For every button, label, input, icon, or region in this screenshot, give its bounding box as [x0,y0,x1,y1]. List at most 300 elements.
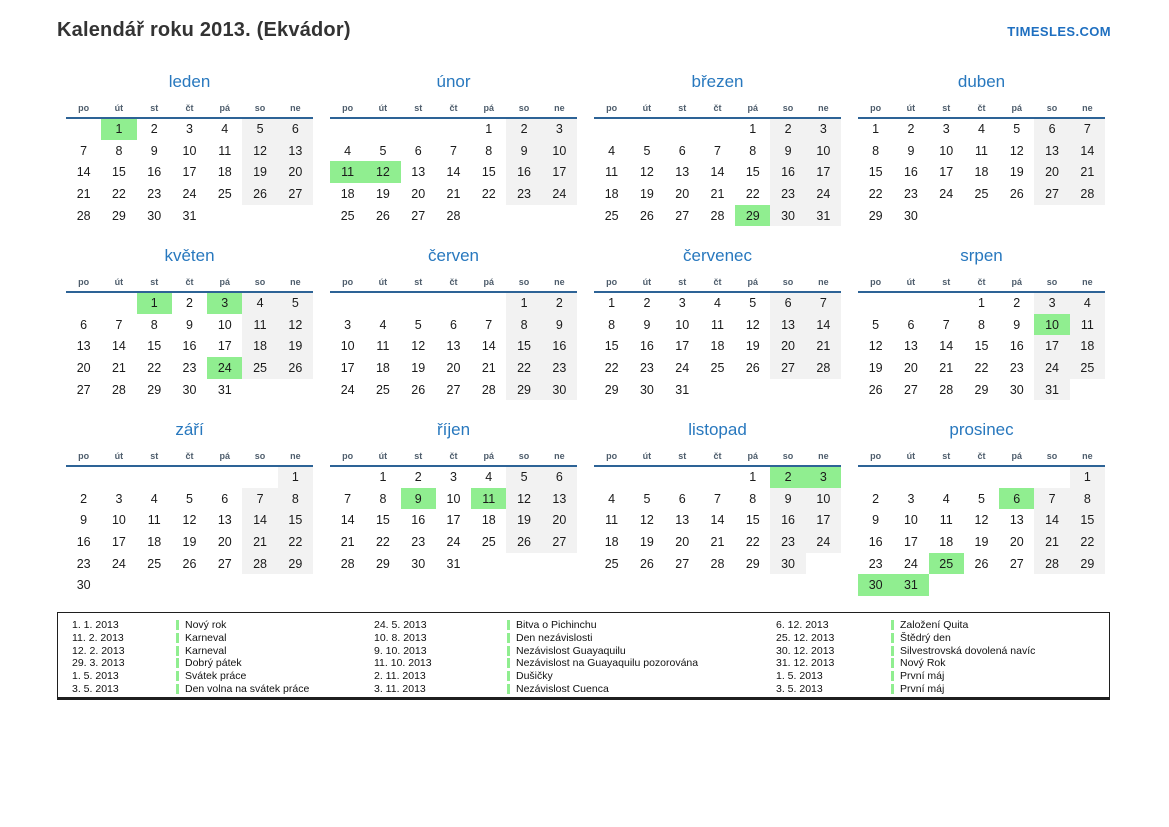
day-cell: 24 [903,556,918,571]
day-cell: 1 [749,470,757,485]
weekday-label: út [629,447,664,466]
day-cell: 11 [939,513,953,528]
weekday-label: po [66,273,101,292]
holiday-marker-bar [507,620,510,630]
day-cell: 11 [218,143,232,158]
legend-holiday-name: Nový rok [185,619,227,632]
day-cell: 27 [278,183,313,205]
day-cell: 4 [1070,292,1105,314]
day-cell: 15 [278,509,313,531]
day-cell: 26 [375,208,390,223]
legend-date: 24. 5. 2013 [374,619,427,632]
holiday-marker-bar [507,646,510,656]
day-cell: 20 [411,186,426,201]
holiday-marker-bar [507,633,510,643]
day-cell: 2 [150,122,158,137]
legend-date: 6. 12. 2013 [776,619,829,632]
month-červen [330,246,577,420]
month-leden [66,72,313,246]
empty-cell [806,553,841,575]
day-cell: 21 [1070,161,1105,183]
day-cell: 14 [1070,140,1105,162]
day-cell: 9 [1013,317,1021,332]
day-cell: 2 [80,491,88,506]
day-cell: 18 [481,513,496,528]
weekday-label: pá [207,273,242,292]
day-cell: 2 [506,118,541,140]
day-cell: 31 [446,556,461,571]
day-cell: 18 [974,165,989,180]
day-cell: 24 [446,534,461,549]
legend-entry [776,670,1096,683]
weekday-label: čt [172,273,207,292]
legend-date: 25. 12. 2013 [776,632,835,645]
weekday-label: st [137,273,172,292]
day-cell: 1 [978,296,985,311]
legend-holiday-name: Dušičky [516,670,553,683]
weekday-label: út [365,447,400,466]
day-cell: 1 [608,296,616,311]
day-cell: 23 [903,186,918,201]
month-title: září [175,420,204,439]
legend-date: 3. 5. 2013 [72,682,119,695]
day-cell: 31 [675,382,690,397]
day-cell: 21 [806,335,841,357]
day-cell: 9 [401,488,436,510]
day-cell: 10 [111,513,126,528]
weekday-label: pá [735,273,770,292]
day-cell: 18 [604,186,619,201]
day-cell: 30 [182,382,197,397]
weekday-label: ne [542,273,577,292]
day-cell: 30 [542,379,577,401]
weekday-label: st [401,447,436,466]
day-cell: 20 [278,161,313,183]
day-cell: 28 [806,357,841,379]
day-cell: 22 [1070,531,1105,553]
empty-cell [506,553,541,575]
day-cell: 18 [1070,335,1105,357]
legend-date: 29. 3. 2013 [72,657,125,670]
month-table [330,99,577,226]
day-cell: 10 [806,140,841,162]
day-cell: 19 [411,360,426,375]
day-cell: 12 [974,513,989,528]
weekday-label: út [893,99,928,118]
day-cell: 1 [278,466,313,488]
day-cell: 12 [182,513,197,528]
day-cell: 14 [340,513,355,528]
day-cell: 12 [1009,143,1024,158]
day-cell: 25 [375,382,390,397]
holiday-marker-bar [891,658,894,668]
legend-date: 1. 1. 2013 [72,619,119,632]
empty-cell [1034,574,1069,596]
day-cell: 28 [710,208,725,223]
day-cell: 21 [1034,531,1069,553]
legend-date: 1. 5. 2013 [72,670,119,683]
day-cell: 27 [542,531,577,553]
day-cell: 23 [506,183,541,205]
day-cell: 7 [115,317,123,332]
day-cell: 25 [242,357,277,379]
day-cell: 30 [76,578,91,593]
empty-cell [471,292,506,314]
empty-cell [542,553,577,575]
day-cell: 25 [481,534,496,549]
empty-cell [101,574,136,596]
weekday-label: st [665,99,700,118]
day-cell: 13 [542,488,577,510]
day-cell: 29 [375,556,390,571]
day-cell: 15 [745,513,760,528]
empty-cell [594,118,629,140]
day-cell: 21 [111,360,126,375]
day-cell: 6 [1034,118,1069,140]
empty-cell [278,574,313,596]
month-title: prosinec [949,420,1014,439]
day-cell: 1 [101,118,136,140]
weekday-label: so [770,99,805,118]
day-cell: 3 [115,491,123,506]
empty-cell [999,205,1034,227]
legend-entry [374,644,776,657]
day-cell: 2 [414,470,422,485]
day-cell: 12 [278,314,313,336]
brand-link[interactable]: TIMESLES.COM [1007,24,1111,39]
day-cell: 1 [1070,466,1105,488]
day-cell: 9 [80,513,88,528]
empty-cell [207,205,242,227]
day-cell: 2 [770,466,805,488]
empty-cell [929,466,964,488]
empty-cell [999,574,1034,596]
day-cell: 5 [978,491,985,506]
empty-cell [858,292,893,314]
day-cell: 8 [608,317,616,332]
day-cell: 4 [608,491,616,506]
day-cell: 9 [506,140,541,162]
empty-cell [137,574,172,596]
day-cell: 29 [604,382,619,397]
day-cell: 9 [542,314,577,336]
month-table [594,447,841,574]
day-cell: 10 [903,513,918,528]
day-cell: 2 [907,122,915,137]
holiday-marker-bar [891,646,894,656]
day-cell: 20 [903,360,918,375]
day-cell: 29 [278,553,313,575]
month-duben [858,72,1105,246]
day-cell: 19 [745,339,760,354]
day-cell: 15 [111,165,126,180]
weekday-label: po [330,273,365,292]
day-cell: 28 [340,556,355,571]
weekday-label: pá [471,273,506,292]
legend-entry [72,670,374,683]
empty-cell [893,292,928,314]
day-cell: 25 [604,208,619,223]
day-cell: 13 [217,513,232,528]
day-cell: 26 [411,382,426,397]
legend-entry [374,619,776,632]
day-cell: 16 [903,165,918,180]
legend-holiday-name: Nový Rok [900,657,946,670]
empty-cell [665,466,700,488]
weekday-label: ne [1070,447,1105,466]
legend-entry [374,670,776,683]
empty-cell [964,205,999,227]
day-cell: 16 [542,335,577,357]
holiday-marker-bar [176,633,179,643]
empty-cell [964,466,999,488]
month-table [66,273,313,400]
day-cell: 24 [806,183,841,205]
weekday-label: so [506,273,541,292]
weekday-label: so [1034,447,1069,466]
empty-cell [893,466,928,488]
weekday-label: čt [436,99,471,118]
day-cell: 15 [506,335,541,357]
weekday-label: st [137,447,172,466]
day-cell: 28 [481,382,496,397]
day-cell: 25 [929,553,964,575]
empty-cell [1034,205,1069,227]
day-cell: 20 [675,186,690,201]
day-cell: 9 [770,488,805,510]
day-cell: 28 [446,208,461,223]
legend-holiday-name: Den nezávislosti [516,632,593,645]
empty-cell [242,379,277,401]
day-cell: 19 [278,335,313,357]
empty-cell [1070,379,1105,401]
empty-cell [665,118,700,140]
legend-date: 3. 11. 2013 [374,682,426,695]
day-cell: 9 [770,140,805,162]
legend-entry [374,632,776,645]
empty-cell [770,379,805,401]
day-cell: 2 [1013,296,1021,311]
day-cell: 21 [446,186,461,201]
legend-holiday-name: Karneval [185,644,227,657]
day-cell: 14 [1034,509,1069,531]
day-cell: 30 [411,556,426,571]
legend-column [374,619,776,697]
day-cell: 5 [242,118,277,140]
day-cell: 14 [242,509,277,531]
day-cell: 17 [903,534,918,549]
weekday-label: so [242,273,277,292]
day-cell: 31 [1034,379,1069,401]
day-cell: 8 [150,317,158,332]
day-cell: 26 [974,556,989,571]
holiday-marker-bar [891,620,894,630]
day-cell: 15 [375,513,390,528]
day-cell: 7 [806,292,841,314]
day-cell: 12 [242,140,277,162]
day-cell: 28 [76,208,91,223]
day-cell: 30 [147,208,162,223]
weekday-label: čt [700,273,735,292]
weekday-label: so [242,99,277,118]
legend-column [72,619,374,697]
weekday-label: čt [700,447,735,466]
month-table [594,99,841,226]
empty-cell [471,205,506,227]
day-cell: 8 [379,491,387,506]
month-table [858,99,1105,226]
day-cell: 8 [749,143,757,158]
day-cell: 3 [942,122,950,137]
day-cell: 4 [344,143,352,158]
day-cell: 22 [147,360,162,375]
day-cell: 11 [471,488,506,510]
weekday-label: út [629,99,664,118]
day-cell: 26 [868,382,883,397]
day-cell: 4 [485,470,493,485]
day-cell: 23 [868,556,883,571]
day-cell: 13 [278,140,313,162]
day-cell: 5 [186,491,193,506]
legend-entry [776,619,1096,632]
weekday-label: so [770,273,805,292]
day-cell: 9 [872,513,880,528]
weekday-label: ne [1070,99,1105,118]
day-cell: 23 [147,186,162,201]
day-cell: 13 [411,165,426,180]
day-cell: 2 [643,296,651,311]
month-table [66,447,313,596]
day-cell: 11 [605,165,619,180]
day-cell: 17 [446,513,461,528]
weekday-label: čt [964,273,999,292]
day-cell: 2 [872,491,880,506]
day-cell: 6 [414,143,422,158]
month-září [66,420,313,594]
day-cell: 25 [1070,357,1105,379]
day-cell: 30 [1009,382,1024,397]
day-cell: 20 [1009,534,1024,549]
day-cell: 12 [639,165,654,180]
day-cell: 30 [858,574,893,596]
legend-holiday-name: Karneval [185,632,227,645]
day-cell: 10 [446,491,461,506]
day-cell: 21 [242,531,277,553]
day-cell: 2 [542,292,577,314]
day-cell: 14 [446,165,461,180]
day-cell: 22 [745,534,760,549]
empty-cell [506,205,541,227]
empty-cell [172,466,207,488]
day-cell: 15 [1070,509,1105,531]
legend-date: 30. 12. 2013 [776,644,835,657]
day-cell: 11 [242,314,277,336]
day-cell: 25 [974,186,989,201]
day-cell: 14 [806,314,841,336]
day-cell: 7 [942,317,950,332]
month-title: listopad [688,420,747,439]
legend-holiday-name: První máj [900,670,945,683]
holiday-marker-bar [176,658,179,668]
weekday-label: pá [999,99,1034,118]
weekday-label: pá [735,447,770,466]
legend-holiday-name: Štědrý den [900,632,951,645]
day-cell: 5 [643,491,651,506]
day-cell: 7 [714,143,721,158]
day-cell: 22 [278,531,313,553]
month-table [594,273,841,400]
day-cell: 9 [643,317,651,332]
day-cell: 7 [1070,118,1105,140]
day-cell: 9 [150,143,158,158]
day-cell: 24 [207,357,242,379]
day-cell: 2 [186,296,193,311]
legend-entry [374,682,776,695]
day-cell: 29 [147,382,162,397]
day-cell: 14 [939,339,954,354]
month-title: srpen [960,246,1003,265]
holiday-marker-bar [176,646,179,656]
day-cell: 16 [182,339,197,354]
day-cell: 19 [974,534,989,549]
empty-cell [700,379,735,401]
day-cell: 25 [710,360,725,375]
legend-holiday-name: Silvestrovská dovolená navíc [900,644,1036,657]
month-únor [330,72,577,246]
empty-cell [137,466,172,488]
empty-cell [101,466,136,488]
day-cell: 18 [604,534,619,549]
day-cell: 19 [506,509,541,531]
day-cell: 10 [806,488,841,510]
empty-cell [330,292,365,314]
day-cell: 27 [1009,556,1024,571]
day-cell: 14 [481,339,496,354]
day-cell: 14 [111,339,126,354]
day-cell: 17 [111,534,126,549]
day-cell: 8 [115,143,123,158]
weekday-label: út [365,99,400,118]
month-březen [594,72,841,246]
day-cell: 16 [868,534,883,549]
day-cell: 11 [330,161,365,183]
day-cell: 23 [76,556,91,571]
day-cell: 5 [872,317,880,332]
day-cell: 3 [207,292,242,314]
day-cell: 23 [639,360,654,375]
holiday-marker-bar [891,633,894,643]
day-cell: 19 [639,534,654,549]
day-cell: 23 [1009,360,1024,375]
day-cell: 27 [675,208,690,223]
weekday-label: čt [964,99,999,118]
empty-cell [365,292,400,314]
day-cell: 5 [379,143,387,158]
day-cell: 24 [806,531,841,553]
weekday-label: po [858,273,893,292]
day-cell: 16 [411,513,426,528]
day-cell: 20 [542,509,577,531]
months-grid [66,72,1105,594]
day-cell: 6 [542,466,577,488]
legend-entry [776,632,1096,645]
day-cell: 24 [111,556,126,571]
weekday-label: ne [1070,273,1105,292]
day-cell: 10 [182,143,197,158]
day-cell: 1 [872,122,880,137]
empty-cell [436,292,471,314]
legend-holiday-name: Dobrý pátek [185,657,242,670]
